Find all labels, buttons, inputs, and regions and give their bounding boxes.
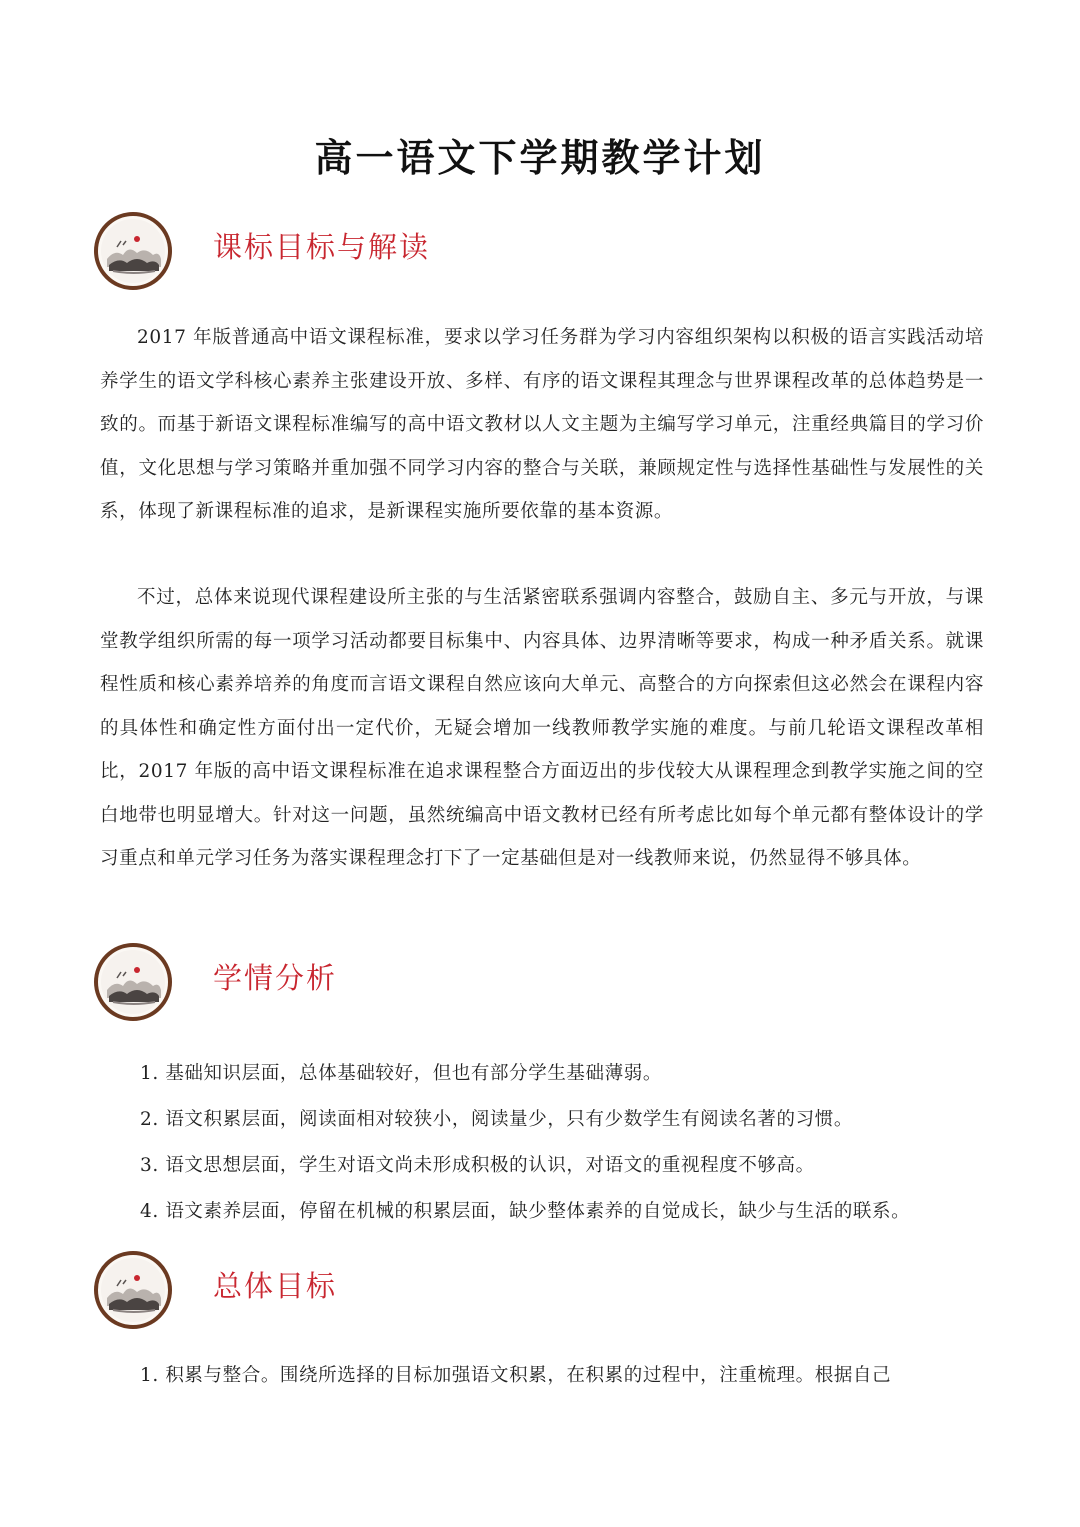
section-title: 总体目标: [213, 1269, 338, 1303]
paragraph: 2017 年版普通高中语文课程标准，要求以学习任务群为学习内容组织架构以积极的语言实践活动培养学生的语文学科核心素养主张建设开放、多样、有序的语文课程其理念与世界课程改革的总体趋势是一致的。而基于新语文课程标准编写的高中语文教材以人文主题为主编写学习单元，注重经典篇目的学习价值，文化思想与学习策略并重加强不同学习内容的整合与关联，兼顾规定性与选择性基础性与发展性的关系，体现了新课程标准的追求，是新课程实施所要依靠的基本资源。: [100, 327, 984, 522]
list-item: 1. 基础知识层面，总体基础较好，但也有部分学生基础薄弱。: [140, 1063, 662, 1084]
ink-landscape-medallion-icon: [93, 211, 173, 291]
document-title: 高一语文下学期教学计划: [314, 135, 766, 180]
ink-landscape-medallion-icon: [93, 942, 173, 1022]
student-analysis-list: [100, 1051, 1000, 1235]
section-header-curriculum: [93, 211, 993, 291]
section-title: 课标目标与解读: [213, 230, 431, 264]
overall-goals-list: [100, 1353, 1000, 1399]
list-item: 3. 语文思想层面，学生对语文尚未形成积极的认识，对语文的重视程度不够高。: [140, 1155, 815, 1176]
list-item: 1. 积累与整合。围绕所选择的目标加强语文积累，在积累的过程中，注重梳理。根据自己: [140, 1365, 892, 1386]
section-header-overall-goals: [93, 1250, 993, 1330]
list-item: 2. 语文积累层面，阅读面相对较狭小，阅读量少，只有少数学生有阅读名著的习惯。: [140, 1109, 853, 1130]
section-title: 学情分析: [213, 961, 338, 995]
paragraph: 不过，总体来说现代课程建设所主张的与生活紧密联系强调内容整合，鼓励自主、多元与开放，与课堂教学组织所需的每一项学习活动都要目标集中、内容具体、边界清晰等要求，构成一种矛盾关系。就课程性质和核心素养培养的角度而言语文课程自然应该向大单元、高整合的方向探索但这必然会在课程内容的具体性和确定性方面付出一定代价，无疑会增加一线教师教学实施的难度。与前几轮语文课程改革相比，2017 年版的高中语文课程标准在追求课程整合方面迈出的步伐较大从课程理念到教学实施之间的空白地带也明显增大。针对这一问题，虽然统编高中语文教材已经有所考虑比如每个单元都有整体设计的学习重点和单元学习任务为落实课程理念打下了一定基础但是对一线教师来说，仍然显得不够具体。: [100, 587, 984, 869]
list-item: 4. 语文素养层面，停留在机械的积累层面，缺少整体素养的自觉成长，缺少与生活的联系。: [140, 1201, 911, 1222]
section-header-student-analysis: [93, 942, 993, 1022]
ink-landscape-medallion-icon: [93, 1250, 173, 1330]
